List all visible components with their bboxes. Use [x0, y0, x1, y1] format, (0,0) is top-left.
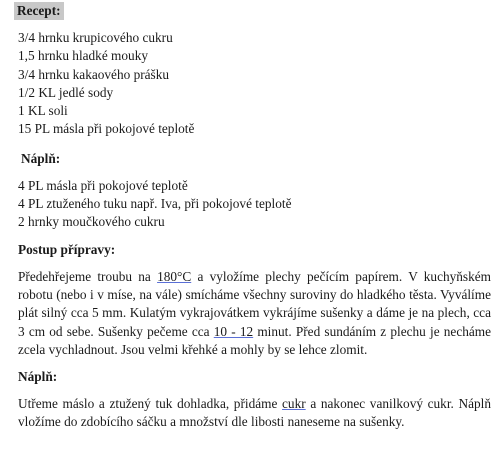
filling-paragraph	[18, 395, 491, 432]
procedure-text-b: a vyložíme plechy pečícím papírem. V kuchyňském robotu (nebo i v míse, na vále) smícháme všechny suroviny do hladkého těsta. Vyválíme plát silný cca 5 mm. Kulatým vykrajovátkem vykrájíme sušenky a dáme je na plech, cca 3 cm od sebe. Sušenky pečeme cca	[18, 268, 491, 339]
recipe-heading: Recept:	[14, 2, 64, 20]
list-item: 1,5 hrnku hladké mouky	[18, 48, 148, 64]
list-item: 15 PL másla při pokojové teplotě	[18, 121, 195, 137]
recipe-ingredient-list	[0, 29, 500, 139]
list-item: 4 PL másla při pokojové teplotě	[18, 177, 188, 193]
filling-ingredient-list	[0, 177, 500, 232]
list-item: 1 KL soli	[18, 103, 68, 119]
list-item: 3/4 hrnku krupicového cukru	[18, 30, 173, 45]
baking-time-value: 10 - 12	[213, 323, 254, 339]
procedure-heading: Postup přípravy:	[18, 241, 116, 257]
list-item: 2 hrnky moučkového cukru	[18, 214, 165, 230]
procedure-text-c: minut. Před sundáním z plechu je necháme zcela vychladnout. Jsou velmi křehké a mohly by se lehce zlomit.	[18, 323, 492, 357]
filling-instructions-heading: Náplň:	[18, 369, 58, 385]
list-item: 3/4 hrnku kakaového prášku	[18, 66, 170, 82]
sugar-word: cukr	[282, 396, 306, 412]
temperature-value: 180°C	[157, 268, 192, 284]
filling-text-a: Utřeme máslo a ztužený tuk dohladka, přidáme	[18, 396, 283, 412]
filling-text-b: a nakonec vanilkový cukr. Náplň vložíme do zdobícího sáčku a množství dle libosti naneseme na sušenky.	[18, 396, 491, 430]
list-item: 4 PL ztuženého tuku např. Iva, při pokojové teplotě	[18, 196, 292, 212]
list-item: 1/2 KL jedlé sody	[18, 84, 114, 100]
procedure-text-a: Předehřejeme troubu na	[18, 268, 158, 284]
filling-heading: Náplň:	[21, 150, 61, 166]
procedure-paragraph	[18, 268, 491, 359]
